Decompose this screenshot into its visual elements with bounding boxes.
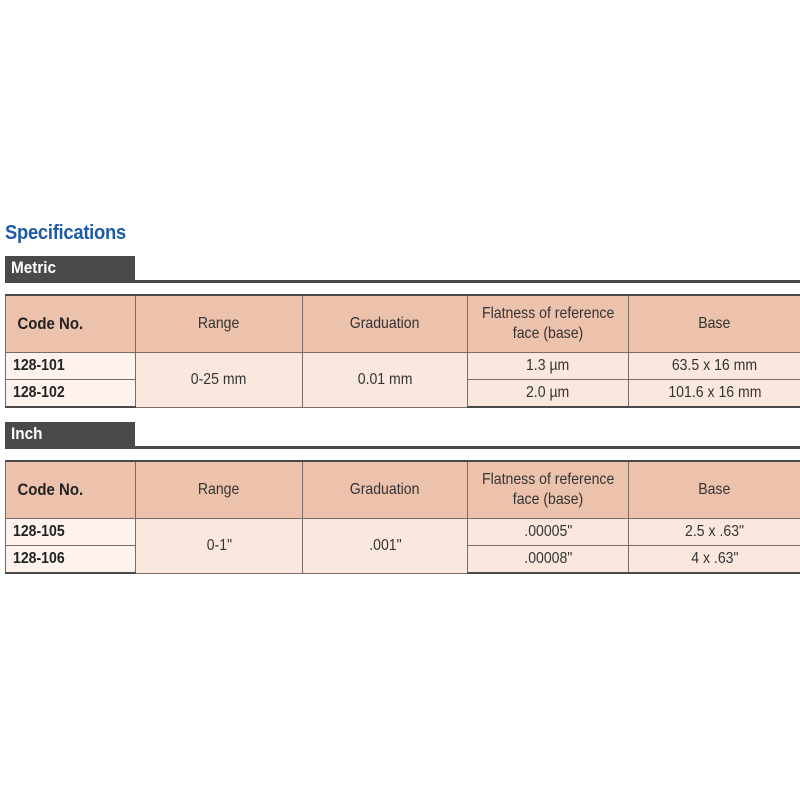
header-graduation: Graduation: [303, 295, 468, 353]
section-bar-metric: [5, 256, 800, 283]
range-cell: 0-25 mm: [136, 353, 303, 408]
base-cell: 2.5 x .63": [629, 519, 800, 546]
header-base: Base: [629, 295, 800, 353]
section-divider: [5, 446, 800, 449]
flatness-cell: 1.3 µm: [468, 353, 629, 380]
table-row: [6, 353, 800, 380]
header-range: Range: [136, 461, 303, 519]
header-flatness: Flatness of reference face (base): [468, 295, 629, 353]
header-code-no: Code No.: [6, 295, 136, 353]
code-cell: 128-102: [6, 380, 136, 408]
section-label-inch: Inch: [5, 422, 135, 446]
header-flatness: Flatness of reference face (base): [468, 461, 629, 519]
header-base: Base: [629, 461, 800, 519]
header-code-no: Code No.: [6, 461, 136, 519]
table-header-row: [6, 295, 800, 353]
header-range: Range: [136, 295, 303, 353]
base-cell: 4 x .63": [629, 546, 800, 574]
table-header-row: [6, 461, 800, 519]
range-cell: 0-1": [136, 519, 303, 574]
section-bar-inch: [5, 422, 800, 449]
section-label-metric: Metric: [5, 256, 135, 280]
table-row: [6, 519, 800, 546]
base-cell: 101.6 x 16 mm: [629, 380, 800, 408]
header-graduation: Graduation: [303, 461, 468, 519]
code-cell: 128-105: [6, 519, 136, 546]
code-cell: 128-106: [6, 546, 136, 574]
page-title: Specifications: [5, 222, 126, 244]
flatness-cell: .00005": [468, 519, 629, 546]
section-divider: [5, 280, 800, 283]
graduation-cell: 0.01 mm: [303, 353, 468, 408]
base-cell: 63.5 x 16 mm: [629, 353, 800, 380]
graduation-cell: .001": [303, 519, 468, 574]
flatness-cell: .00008": [468, 546, 629, 574]
inch-spec-table: [5, 460, 800, 574]
metric-spec-table: [5, 294, 800, 408]
flatness-cell: 2.0 µm: [468, 380, 629, 408]
code-cell: 128-101: [6, 353, 136, 380]
